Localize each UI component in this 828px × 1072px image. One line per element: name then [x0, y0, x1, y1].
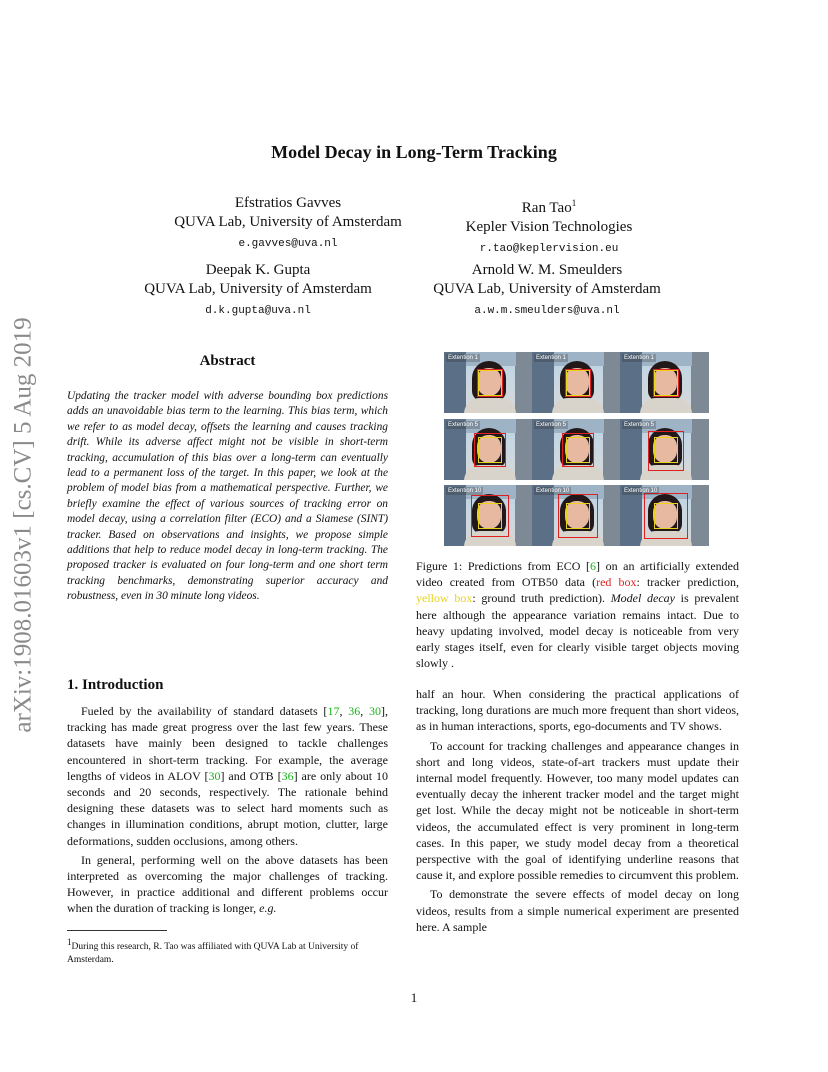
author-name: Arnold W. M. Smeulders — [471, 262, 623, 278]
author-block — [138, 194, 438, 250]
abstract-text: Updating the tracker model with adverse bounding box predictions adds an unavoidable bias term to the learning. This bias term, which we refer to as model decay, offsets the learning and causes tracking drift. While its adverse affect might not be visible in short-term tracking, accumulation of this bias over a long-term can eventually lead to a permanent loss of the target. In this paper, we look at the problem of model bias from a mathematical perspective. Further, we briefly examine the effect of various sources of tracking error on model decay, using a correlation filter (ECO) and a Siamese (SINT) tracker. Based on observations and insights, we propose simple additions that help to reduce model decay in long-term tracking. The proposed tracker is evaluated on four long-term and one short term tracking benchmarks, demonstrating superior accuracy and robustness, even in 30 minute long videos. — [67, 390, 388, 603]
paragraph: Fueled by the availability of standard datasets [17, 36, 30], tracking has made great progress over the last few years. These datasets have mainly been designed to tackle challenges encountered in short-term tracking. For example, the average lengths of videos in ALOV [30] and OTB [36] are only about 10 seconds and 20 seconds, respectively. The rationale behind designing these datasets was to select hard moments such as changes in illumination conditions, abrupt motion, clutter, large deformations, sudden occlusions, among others. — [67, 704, 389, 848]
figure-thumbnail — [444, 419, 533, 480]
footnote: $^1$During this research, R. Tao was affiliated with QUVA Lab at University of Amsterdam. — [67, 937, 359, 966]
figure-thumbnail — [532, 485, 621, 546]
figure-thumbnail — [444, 485, 533, 546]
yellow-box-legend: yellow box — [416, 591, 473, 606]
figure-row-label: Extention 10 — [448, 488, 482, 494]
author-block — [399, 194, 699, 255]
figure-row-label: Extention 10 — [624, 488, 658, 494]
citation-link[interactable]: 30 — [208, 768, 221, 783]
figure-thumbnail — [532, 352, 621, 413]
paragraph: half an hour. When considering the practical applications of tracking, long durations are much more frequent than short videos, as in human interactions, sports, ego-documents and TV shows. — [416, 687, 739, 734]
page-number: 1 — [410, 990, 418, 1005]
paragraph: To demonstrate the severe effects of model decay on long videos, results from a simple numerical experiment are presented here. A sample — [416, 887, 739, 934]
figure-thumbnail — [620, 419, 709, 480]
arxiv-sidebar-stamp: arXiv:1908.01603v1 [cs.CV] 5 Aug 2019 — [10, 317, 37, 733]
figure-row-label: Extention 5 — [448, 422, 479, 428]
footnote-divider — [67, 930, 167, 931]
figure-1-image-grid — [444, 352, 709, 547]
citation-link[interactable]: 17 — [327, 704, 340, 718]
citation-link[interactable]: 6 — [589, 559, 596, 573]
author-affiliation: QUVA Lab, University of Amsterdam — [433, 281, 661, 297]
figure-row-label: Extention 5 — [536, 422, 567, 428]
author-email: e.gavves@uva.nl — [238, 238, 338, 250]
paper-title: Model Decay in Long-Term Tracking — [271, 142, 557, 162]
figure-thumbnail — [532, 419, 621, 480]
figure-thumbnail — [620, 352, 709, 413]
paragraph: In general, performing well on the above datasets has been interpreted as overcoming the major challenges of tracking. However, in practice additional and different problems occur when the duration of tracking is longer, e.g. — [67, 852, 388, 916]
author-email: d.k.gupta@uva.nl — [205, 305, 311, 317]
author-affiliation: QUVA Lab, University of Amsterdam — [144, 281, 372, 297]
figure-row-label: Extention 1 — [624, 355, 655, 361]
abstract-heading: Abstract — [199, 353, 256, 369]
intro-left-column — [67, 703, 388, 917]
section-heading: 1. Introduction — [67, 677, 164, 693]
figure-1-caption: Figure 1: Predictions from ECO [6] on an artificially extended video created from OTB50 data (red box: tracker prediction, yellow box: ground truth prediction). Model decay is prevalent here although the appearance variation remains intact. Due to heavy updating involved, model decay is noticeable from very early stages itself, even for clearly visible target objects moving slowly . — [416, 559, 739, 671]
author-affiliation: Kepler Vision Technologies — [465, 219, 633, 235]
author-email: a.w.m.smeulders@uva.nl — [474, 305, 620, 317]
figure-thumbnail — [444, 352, 533, 413]
citation-link[interactable]: 36 — [281, 768, 294, 783]
figure-row-label: Extention 1 — [448, 355, 479, 361]
figure-row-label: Extention 10 — [536, 488, 570, 494]
red-box-legend: red box — [596, 575, 637, 590]
author-footnote-mark: 1 — [571, 198, 577, 208]
author-name: Deepak K. Gupta — [205, 262, 311, 278]
figure-row-label: Extention 5 — [624, 422, 655, 428]
author-block — [108, 261, 408, 317]
intro-right-column — [416, 686, 739, 935]
citation-link[interactable]: 36 — [348, 704, 361, 718]
figure-thumbnail — [620, 485, 709, 546]
author-email: r.tao@keplervision.eu — [479, 243, 619, 255]
author-name: Ran Tao$^1$ — [521, 198, 577, 216]
citation-link[interactable]: 30 — [369, 704, 382, 718]
author-block — [397, 261, 697, 317]
author-name: Efstratios Gavves — [234, 195, 342, 211]
figure-row-label: Extention 1 — [536, 355, 567, 361]
paragraph: To account for tracking challenges and appearance changes in short and long videos, state-of-art trackers must update their internal model frequently. However, too many model updates can eventually decay the inherent tracker model and the target might get lost. While the decay might not be noticeable in short-term videos, the accumulated effect is very prominent in long-term cases. In this paper, we study model decay from a theoretical perspective with the goal of identifying underline reasons that cause it, and explore possible remedies to circumvent this problem. — [416, 738, 739, 883]
author-affiliation: QUVA Lab, University of Amsterdam — [174, 214, 402, 230]
